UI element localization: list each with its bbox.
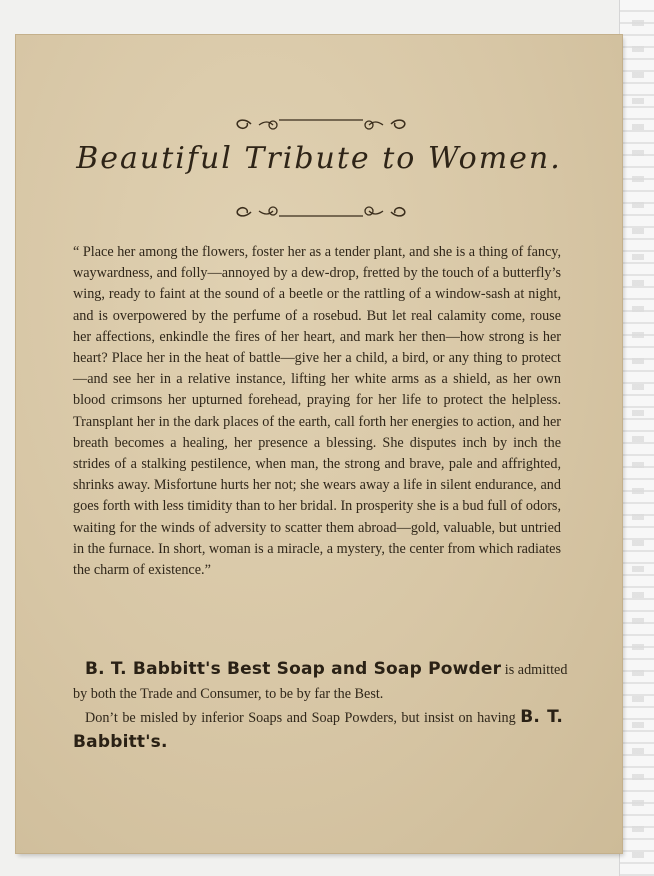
brand-name-closing: B. T. Babbitt's. <box>73 707 564 752</box>
warning-line <box>73 705 563 755</box>
brand-name: B. T. Babbitt's Best Soap and Soap Powder <box>85 659 502 679</box>
warning-text: Don’t be misled by inferior Soaps and Soap Powders, but insist on having <box>85 710 521 726</box>
tribute-quote: “ Place her among the flowers, foster her as a tender plant, and she is a thing of fancy, waywardness, and folly—annoyed by a dew-drop, fretted by the touch of a butterfly’s wing, ready to faint at the sound of a beetle or the rattling of a window-sash at night, and is overpowered by the perfume of a rosebud. But let real calamity come, rouse her affections, enkindle the fires of her heart, and mark her then—how strong is her heart? Place her in the heat of battle—give her a child, a bird, or any thing to protect—and see her in a relative instance, lifting her white arms as a shield, as her own blood crimsons her upturned forehead, praying for her life to protect the helpless. Transplant her in the dark places of the earth, call forth her energies to action, and her breath becomes a healing, her presence a blessing. She disputes inch by inch the strides of a stalking pestilence, when man, the strong and brave, pale and affrighted, shrinks away. Misfortune hurts her not; she wears away a life in silent endurance, and goes forth with less timidity than to her bridal. In prosperity she is a bud full of odors, waiting for the winds of adversity to scatter them abroad—gold, valuable, but untried in the furnace. In short, woman is a miracle, a mystery, the center from which radiates the charm of existence.” <box>73 244 561 579</box>
sleeve-holes <box>632 0 644 876</box>
card-title: Beautiful Tribute to Women. <box>76 141 562 176</box>
advertisement-text: is admitted by both the Trade and Consumer, to be by far the Best. <box>73 662 568 702</box>
ornament-top <box>231 113 411 135</box>
trade-card <box>16 35 622 853</box>
advertisement-line <box>73 657 573 706</box>
ornament-bottom <box>231 201 411 223</box>
